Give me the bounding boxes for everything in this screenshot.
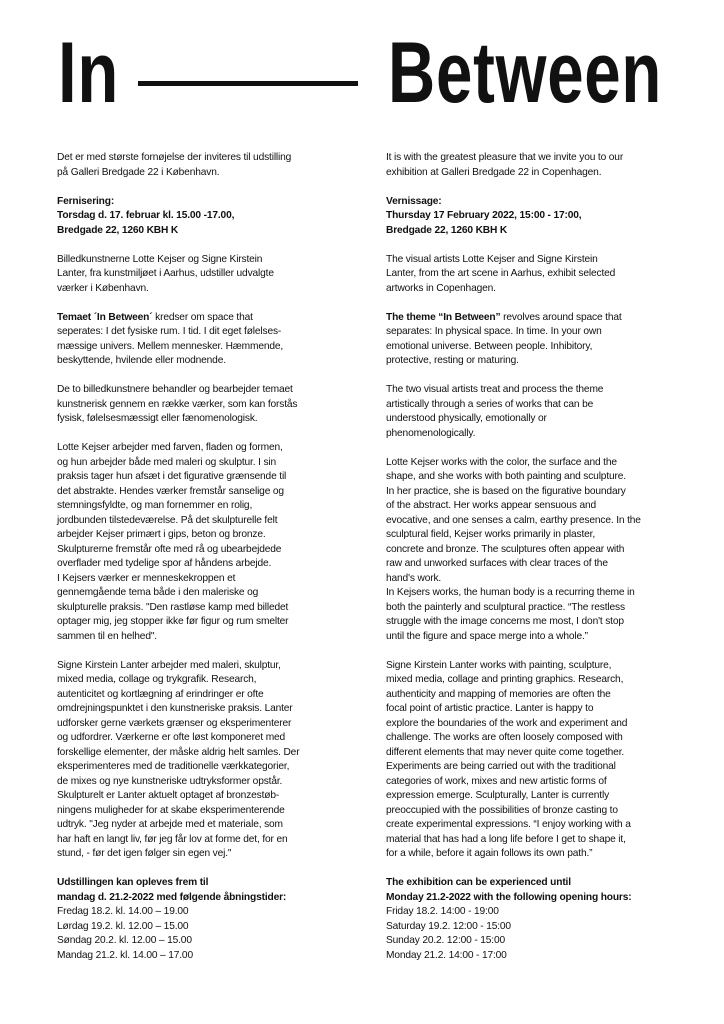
- english-theme: [386, 311, 688, 369]
- english-theme-text: revolves around space that separates: In physical space. In time. In your own emotional universe. Between people. Inhibitory, protective, resting or maturing.: [386, 311, 622, 366]
- danish-opening-heading: Fernisering: Torsdag d. 17. februar kl. 15.00 -17.00, Bredgade 22, 1260 KBH K: [57, 195, 235, 236]
- danish-artists: Billedkunstnerne Lotte Kejser og Signe Kirstein Lanter, fra kunstmiljøet i Aarhus, udstiller udvalgte værker i København.: [57, 253, 274, 294]
- title-dash: [138, 81, 358, 86]
- english-artists: The visual artists Lotte Kejser and Signe Kirstein Lanter, from the art scene in Aarhus, exhibit selected artworks in Copenhagen.: [386, 253, 616, 294]
- danish-column: [57, 151, 357, 963]
- danish-treatment: De to billedkunstnere behandler og bearbejder temaet kunstnerisk gennem en række værker, som kan forstås fysisk, følelsesmæssigt eller fænomenologisk.: [57, 384, 298, 424]
- title-in: In: [58, 25, 120, 121]
- english-treatment: The two visual artists treat and process the theme artistically through a series of works that can be understood physically, emotionally or phenomenologically.: [386, 384, 604, 439]
- danish-hours-block: [57, 876, 357, 963]
- english-hours: Friday 18.2. 14:00 - 19:00 Saturday 19.2. 12:00 - 15:00 Sunday 20.2. 12:00 - 15:00 Monday 21.2. 14:00 - 17:00: [386, 906, 511, 961]
- danish-theme-bold: Temaet ´In Between´: [57, 311, 153, 323]
- title-between: Between: [388, 25, 663, 121]
- danish-lotte: Lotte Kejser arbejder med farven, fladen og formen, og hun arbejder både med maleri og skulptur. I sin praksis tager hun afsæt i det figurative grænsende til det abstrakte. Hendes værker fremstår sanselige og stemningsfyldte, og man fornemmer en rolig, jordbunden tilstedeværelse. På det skulpturelle felt arbejder Kejser primært i gips, beton og bronze. Skulpturerne fremstår ofte med rå og ubearbejdede overflader med tydelige spor af håndens arbejde. I Kejsers værker er menneskekroppen et gennemgående tema både i den maleriske og skulpturelle praksis. "Den rastløse kamp med billedet optager mig, jeg stopper ikke før figur og rum smelter sammen til en helhed".: [57, 442, 289, 642]
- english-opening-heading: Vernissage: Thursday 17 February 2022, 15:00 - 17:00, Bredgade 22, 1260 KBH K: [386, 195, 582, 236]
- english-hours-block: [386, 876, 688, 963]
- english-signe: Signe Kirstein Lanter works with painting, sculpture, mixed media, collage and printing graphics. Research, authenticity and mapping of memories are often the focal point of artistic practice. Lanter is happy to explore the boundaries of the work and experiment and challenge. The works are often loosely composed with different elements that may never quite come together. Experiments are being carried out with the traditional categories of work, mixes and new artistic forms of expression emerge. Sculpturally, Lanter is currently preoccupied with the possibilities of bronze casting to create experimental expressions. “I enjoy working with a material that has had a long life before I get to shape it, for a while, before it again follows its own path.”: [386, 659, 631, 859]
- english-hours-heading: The exhibition can be experienced until Monday 21.2-2022 with the following opening hours:: [386, 877, 632, 903]
- english-intro: It is with the greatest pleasure that we invite you to our exhibition at Galleri Bredgade 22 in Copenhagen.: [386, 152, 624, 178]
- danish-hours-heading: Udstillingen kan opleves frem til mandag d. 21.2-2022 med følgende åbningstider:: [57, 877, 287, 903]
- danish-signe: Signe Kirstein Lanter arbejder med maleri, skulptur, mixed media, collage og trykgrafik. Research, autenticitet og kortlægning af erindringer er ofte omdrejningspunktet i den kunstneriske praksis. Lanter udforsker gerne værkets grænser og eksperimenterer og udfordrer. Værkerne er ofte løst komponeret med forskellige elementer, der måske aldrig helt samles. Der eksperimenteres med de traditionelle værkkategorier, de mixes og nye kunstneriske udtryksformer opstår. Skulpturelt er Lanter aktuelt optaget af bronzestøb- ningens muligheder for at skabe eksperimenterende udtryk. "Jeg nyder at arbejde med et materiale, som har haft en langt liv, før jeg får lov at forme det, for en stund, - før det igen følger sin egen vej.": [57, 659, 300, 859]
- danish-intro: Det er med største fornøjelse der inviteres til udstilling på Galleri Bredgade 22 i København.: [57, 152, 292, 178]
- danish-hours: Fredag 18.2. kl. 14.00 – 19.00 Lørdag 19.2. kl. 12.00 – 15.00 Søndag 20.2. kl. 12.00 – 15.00 Mandag 21.2. kl. 14.00 – 17.00: [57, 906, 193, 961]
- english-column: [386, 151, 688, 963]
- danish-theme: [57, 311, 357, 369]
- english-lotte: Lotte Kejser works with the color, the surface and the shape, and she works with both painting and sculpture. In her practice, she is based on the figurative boundary of the abstract. Her works appear sensuous and evocative, and one senses a calm, earthy presence. In the sculptural field, Kejser works primarily in plaster, concrete and bronze. The sculptures often appear with raw and unworked surfaces with clear traces of the hand's work. In Kejsers works, the human body is a recurring theme in both the painterly and sculptural practice. “The restless struggle with the image concerns me most, I don't stop until the figure and space merge into a whole.”: [386, 456, 641, 642]
- english-theme-bold: The theme “In Between”: [386, 311, 501, 323]
- danish-theme-text: kredser om space that seperates: I det fysiske rum. I tid. I dit eget følelses- mæssige univers. Mellem mennesker. Hæmmende, beskyttende, hvilende eller modnende.: [57, 311, 284, 366]
